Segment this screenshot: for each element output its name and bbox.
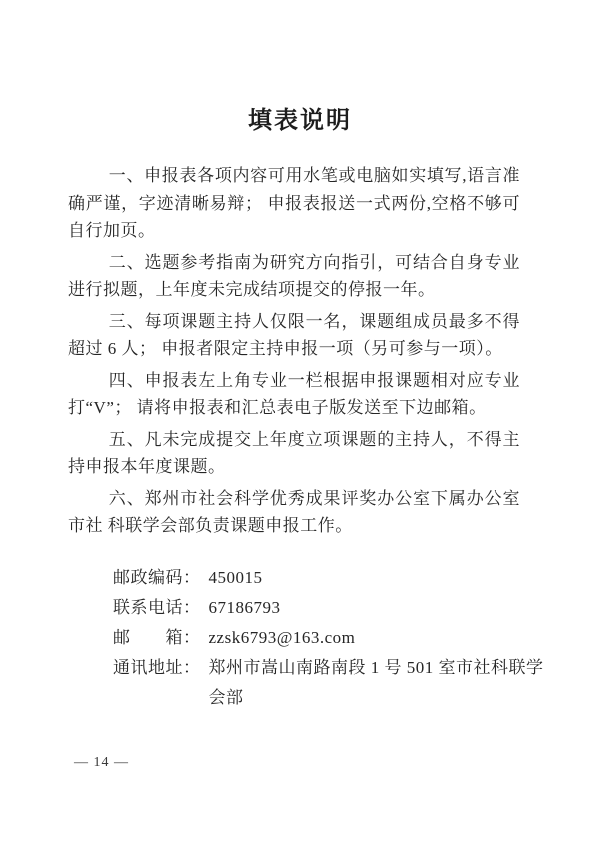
page-number: — 14 — xyxy=(74,755,129,770)
instruction-paragraph-6: 六、郑州市社会科学优秀成果评奖办公室下属办公室市社 科联学会部负责课题申报工作。 xyxy=(68,488,520,535)
email-value: zzsk6793@163.com xyxy=(208,628,356,647)
address-value xyxy=(209,653,544,713)
postal-code-value: 450015 xyxy=(208,568,263,587)
address-label: 通讯地址： xyxy=(113,658,201,677)
phone-label: 联系电话： xyxy=(113,598,201,617)
phone-value: 67186793 xyxy=(208,598,281,617)
instruction-paragraph-2: 二、选题参考指南为研究方向指引，可结合自身专业进行拟题，上年度未完成结项提交的停报一年。 xyxy=(68,252,520,299)
contact-row-postal-code xyxy=(113,563,538,593)
instruction-paragraph-5: 五、凡未完成提交上年度立项课题的主持人，不得主持申报本年度课题。 xyxy=(68,429,520,476)
address-line-1: 郑州市嵩山南路南段 1 号 501 室市社科联学 xyxy=(208,658,544,677)
address-line-2: 会部 xyxy=(208,688,244,707)
page-title: 填表说明 xyxy=(248,108,352,134)
postal-code-label: 邮政编码： xyxy=(113,568,201,587)
instruction-paragraph-3: 三、每项课题主持人仅限一名，课题组成员最多不得超过 6 人； 申报者限定主持申报一项（另可参与一项）。 xyxy=(68,311,520,358)
contact-row-phone xyxy=(113,593,538,623)
contact-row-email xyxy=(113,623,538,653)
instructions-section xyxy=(68,162,520,544)
contact-row-address xyxy=(113,653,544,713)
contact-section xyxy=(113,563,544,713)
instruction-paragraph-4: 四、申报表左上角专业一栏根据申报课题相对应专业打“V”； 请将申报表和汇总表电子版发送至下边邮箱。 xyxy=(68,370,520,417)
email-label: 邮 箱： xyxy=(113,628,201,647)
instruction-paragraph-1: 一、申报表各项内容可用水笔或电脑如实填写,语言准确严谨，字迹清晰易辩； 申报表报送一式两份,空格不够可自行加页。 xyxy=(68,166,520,240)
